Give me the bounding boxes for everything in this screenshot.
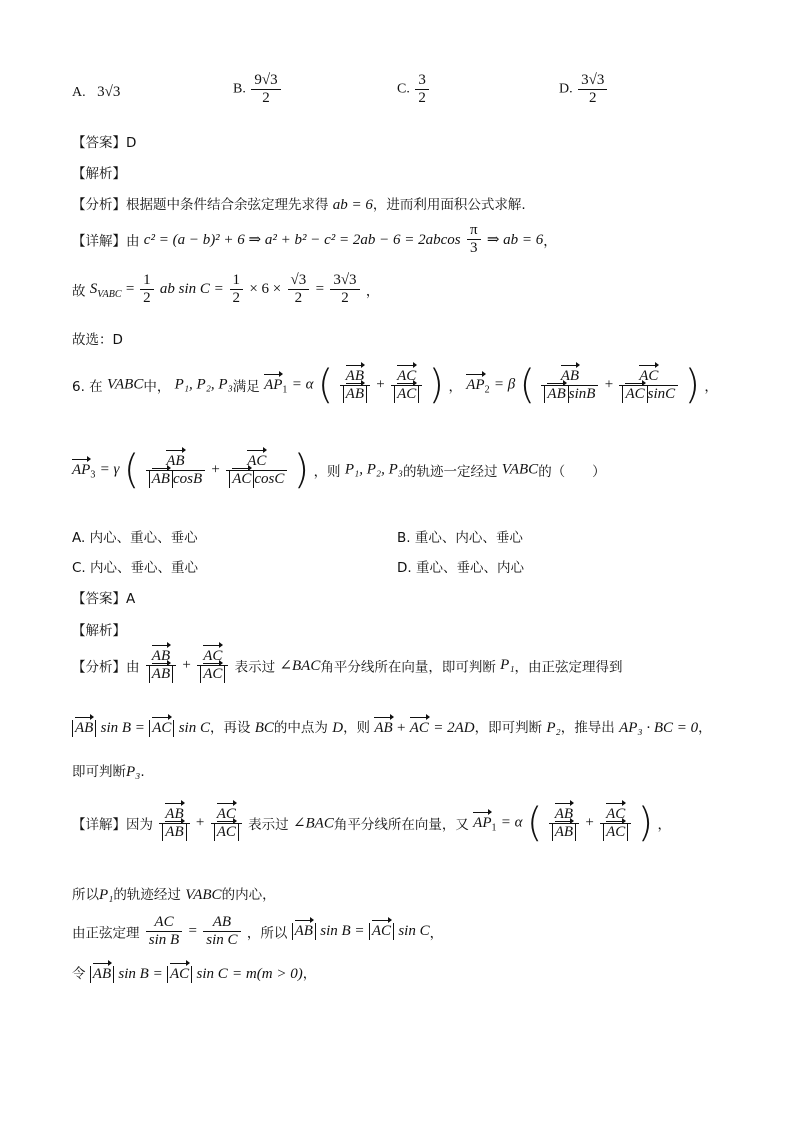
q6-ze: ，则 [313, 464, 341, 480]
q6-you2: ，又 [441, 817, 469, 833]
q6-sinc: sinC [647, 385, 676, 402]
q5-jiexi: 【解析】 [72, 166, 126, 182]
q6-ling-ac: AC [170, 966, 190, 982]
q6-triangle: VABC [106, 376, 144, 393]
q6-bc: BC [254, 720, 274, 736]
q6-alpha: = α [291, 376, 314, 393]
q6-l2-sinc: sin C [178, 720, 210, 736]
q6-tuidao: ，推导出 [560, 720, 615, 736]
q6-fenxi-line1 [72, 648, 623, 683]
q6-suoyi2: ，所以 [246, 925, 288, 942]
q5-xiangjie-pi-frac [467, 222, 481, 257]
q6-neixin: 的内心， [221, 887, 276, 903]
q6-ac-cosc [226, 453, 287, 488]
q6-ac-abs-1: AC [397, 385, 417, 402]
q6-ab-abs-2: AB [547, 385, 566, 402]
q6-option-b: B. 重心、内心、垂心 [397, 530, 523, 546]
q6-ab-vec-3: AB [166, 452, 185, 469]
q5-option-b [233, 72, 283, 107]
q6-ling-line [72, 962, 316, 983]
q6-l2-ab: AB [75, 720, 94, 736]
q5-option-d [559, 72, 609, 107]
q6-p123-2: P₁, P₂, P₃ [344, 461, 403, 478]
q6-xj-ac-abs: AC [216, 823, 236, 840]
q6-xj-plus: + [195, 814, 205, 831]
q5-fenxi-math: ab = 6 [332, 197, 373, 213]
q6-xj-ac-unit-2 [600, 806, 631, 841]
q6-zhongdian: 的中点为 [273, 720, 328, 736]
q5-xiangjie [72, 222, 557, 257]
q6-ac-abs-3: AC [232, 470, 252, 487]
q5-xiangjie-pi: π [467, 222, 481, 240]
q5-gu: 故 [72, 283, 86, 300]
q6-zaishe: ，再设 [209, 720, 251, 736]
q6-ab-abs-3: AB [151, 470, 170, 487]
q5-fenxi-text1: 根据题中条件结合余弦定理先求得 [126, 197, 329, 213]
q6-beta: = β [493, 376, 516, 393]
q5-final-frac [330, 272, 359, 307]
q5-option-d-den: 2 [588, 90, 597, 106]
q6-ab-vec-2: AB [560, 367, 580, 384]
q6-guiji: 的轨迹一定经过 [403, 464, 498, 480]
q6-ac-vec-3: AC [247, 452, 267, 469]
q5-sqrt3-frac [288, 272, 310, 307]
q5-eq1: = [125, 281, 139, 297]
q5-option-a-label: A. [72, 85, 86, 100]
q6-xj-ab: AB [165, 805, 184, 822]
q6-zx-comma: ， [429, 925, 444, 942]
q6-ling-ab: AB [92, 966, 112, 982]
q6-zx-ab: AB [203, 914, 240, 932]
q6-ling-sinb: sin B = [118, 966, 163, 982]
q6-ab-unit-1 [340, 368, 370, 403]
q6-xj-ab-abs: AB [165, 823, 184, 840]
q6-plus-1: + [376, 376, 385, 393]
q6-cosc: cosC [254, 470, 285, 487]
q5-s: S [89, 281, 98, 297]
q6-xj-ab-2: AB [554, 805, 574, 822]
q6-p2: P₂ [546, 720, 561, 736]
q6-jiexi: 【解析】 [72, 623, 126, 639]
q6-fenxi-tag: 【分析】 [72, 659, 126, 676]
q6-zx-sinb-text: sin B = [320, 923, 365, 939]
q5-option-a [72, 84, 120, 101]
q6-ac-vec-1: AC [397, 367, 417, 384]
q6-panduan-p2: ，即可判断 [474, 720, 543, 736]
q6-l2-ac: AC [152, 720, 172, 736]
q6-ac-vec-2: AC [639, 367, 659, 384]
q6-biaoshi: 表示过 [234, 659, 276, 676]
q5-half-den-1: 2 [143, 290, 151, 306]
q5-option-b-label: B. [233, 81, 246, 97]
q6-fenxi-ac-unit [197, 648, 228, 683]
q6-suoyi-p1: P₁ [99, 887, 114, 903]
q5-area: 故 $S_{VABC}$ = $\frac{1}{2}$ ab sin C = $\frac{1}{2}$ × 6 × $\frac{√3}{2}$ = $\frac{3√3}{2}$ ， [72, 272, 380, 306]
q6-xj-ac-unit [211, 806, 242, 841]
q6-zx-sinc-text: sin C [398, 923, 430, 939]
q5-half-num-1: 1 [140, 272, 154, 290]
q6-angle: ∠BAC [279, 658, 321, 674]
q6-ac-sinb-frac [146, 914, 182, 949]
q6-p3: P₃ [126, 764, 141, 780]
q6-zhengxian: ，由正弦定理得到 [514, 659, 623, 676]
q6-ab-abs-1: AB [345, 385, 364, 402]
q5-xiangjie-math2: ⇒ ab = 6 [486, 232, 544, 248]
q6-ab-cosb [146, 453, 206, 488]
q5-sqrt3-den: 2 [294, 290, 303, 306]
q5-option-d-frac [578, 72, 607, 107]
q5-half-frac-2 [230, 272, 244, 307]
q6-xj-ab-unit [159, 806, 189, 841]
q6-fenxi-line3 [72, 760, 145, 781]
q6-zx-ac: AC [146, 914, 182, 932]
q6-xj-ac-abs-2: AC [606, 823, 626, 840]
q5-half-num-2: 1 [230, 272, 244, 290]
q6-ling-comma: ， [302, 966, 317, 982]
q6-end1: ， [698, 720, 712, 736]
q6-plus-2: + [604, 376, 614, 393]
q6-xj-biaoshi: 表示过 [248, 817, 289, 833]
q6-de: 的（ ） [538, 464, 606, 480]
q5-option-b-num: 9√3 [251, 72, 280, 90]
q6-l2-ab-vec: AB [374, 720, 393, 736]
q6-suoyi: 所以 [72, 887, 99, 903]
q6-jike-p3: 即可判断 [72, 764, 126, 780]
q6-ap1: AP [264, 376, 283, 393]
q6-fenxi-line2 [72, 716, 712, 737]
q6-comma-2: ， [704, 379, 718, 395]
q6-ap3: AP [72, 461, 91, 478]
q5-option-c-den: 2 [418, 90, 426, 106]
q6-zx-ac-abs: AC [371, 923, 392, 939]
q5-half-frac-1 [140, 272, 154, 307]
q6-xj-ac: AC [216, 805, 236, 822]
q5-guxuan: 故选：D [72, 332, 123, 348]
q5-final-num: 3√3 [330, 272, 359, 290]
q6-l2-sinb: sin B = [100, 720, 145, 736]
q6-ling: 令 [72, 966, 86, 982]
q6-period: . [140, 764, 145, 780]
q5-xiangjie-pre: 由 [126, 233, 140, 250]
q5-final-den: 2 [341, 290, 349, 306]
q6-xj-angle: ∠BAC [292, 815, 334, 832]
q6-xj-ap1: AP [473, 814, 492, 831]
q6-ac-unit-1 [391, 368, 422, 403]
q6-zx-sinb: sin B [148, 932, 180, 948]
q6-d: D [332, 720, 344, 736]
q6-guiji2: 的轨迹经过 [113, 887, 181, 903]
q6-triangle-2: VABC [501, 461, 539, 478]
q6-answer: 【答案】A [72, 591, 136, 607]
q6-xj-ab-unit-2 [549, 806, 579, 841]
q6-option-d: D. 重心、垂心、内心 [397, 560, 524, 576]
q5-option-a-value: 3√3 [97, 84, 121, 100]
q6-yinwei: 因为 [126, 817, 153, 833]
q6-cosb: cosB [172, 470, 203, 487]
q6-xj-ab-abs-2: AB [554, 823, 574, 840]
q6-zx-sinc: sin C [206, 932, 238, 948]
q5-xiangjie-math1: c² = (a − b)² + 6 ⇒ a² + b² − c² = 2ab − 6 = 2abcos [143, 232, 461, 248]
q6-l2-ac-vec: AC [409, 720, 429, 736]
q6-p1: P₁ [500, 657, 515, 673]
q5-answer: 【答案】D [72, 135, 137, 151]
q6-zx-ab-abs: AB [294, 923, 313, 939]
q5-absinc: ab sin C = [159, 281, 228, 297]
q6-xj-alpha: = α [500, 814, 523, 831]
q6-zhengxian-line: 由正弦定理 $\frac{AC}{\text{sin B}}$ = $\frac{AB}{\text{sin C}}$ ，所以 AB sin B = AC sin C， [72, 914, 444, 948]
q6-ling-m: = m(m > 0) [232, 966, 303, 982]
q5-option-c [397, 72, 431, 107]
q6-option-a: A. 内心、重心、垂心 [72, 530, 198, 546]
q6-suoyi-triangle: VABC [185, 887, 222, 903]
q5-xiangjie-three: 3 [469, 240, 478, 256]
q6-ab-sinc-frac [203, 914, 240, 949]
q6-ac-abs-2: AC [625, 385, 645, 402]
q6-fenxi-ab: AB [151, 648, 171, 664]
q6-jiaopingfen: 角平分线所在向量，即可判断 [320, 659, 496, 676]
q5-fenxi-tag: 【分析】 [72, 197, 126, 213]
q6-ling-sinc: sin C [196, 966, 228, 982]
q6-ac-sinc [619, 368, 678, 403]
q6-ap2: AP [466, 376, 485, 393]
q6-p123: P₁, P₂, P₃ [174, 376, 233, 393]
q6-xj-plus-2: + [585, 814, 594, 831]
q6-plus-3: + [211, 461, 220, 478]
q6-stem-line2: $AP_3 = \gamma$ ( $\frac{AB}{\text{AB cosB}}$ + $\frac{AC}{\text{AC cosC}}$ ) ，则 P₁, P₂, P₃的轨迹一定经过 VABC的（ ） [72, 447, 606, 493]
q6-number: 6. 在 [72, 379, 103, 395]
q5-option-c-num: 3 [415, 72, 429, 90]
q6-l2-plus: + [396, 720, 406, 736]
q6-suoyi-line [72, 883, 276, 904]
q6-comma-1: ， [448, 379, 462, 395]
q6-fenxi-ac: AC [203, 648, 223, 664]
q5-times6: × 6 × [249, 281, 282, 297]
q5-option-b-frac [251, 72, 280, 107]
q5-sqrt3-num: √3 [288, 272, 310, 290]
q6-fenxi-ac-abs: AC [203, 666, 223, 682]
q5-option-d-num: 3√3 [578, 72, 607, 90]
q6-zhong: 中， [143, 379, 171, 395]
q6-ap3bc: AP₃ · BC = 0 [619, 720, 699, 736]
q6-manzu: 满足 [232, 379, 260, 395]
q6-sinb: sinB [568, 385, 596, 402]
q5-s-sub: VABC [97, 289, 122, 301]
q6-ab-sinb [541, 368, 598, 403]
q6-xj-ac-2: AC [606, 805, 626, 822]
q5-option-c-label: C. [397, 81, 410, 97]
q6-ze2: ，则 [343, 720, 371, 736]
q5-half-den-2: 2 [232, 290, 241, 306]
q5-fenxi [72, 193, 526, 214]
q6-xj-comma: ， [657, 817, 671, 833]
q5-option-d-label: D. [559, 81, 573, 97]
q5-xiangjie-tag: 【详解】 [72, 233, 126, 250]
q6-ab-vec-1: AB [345, 367, 364, 384]
q5-fenxi-text2: ，进而利用面积公式求解. [372, 197, 526, 213]
q5-option-b-den: 2 [262, 90, 270, 106]
q5-option-c-frac [415, 72, 429, 107]
q6-stem-line1: 6. 在 VABC中， P₁, P₂, P₃满足 $AP_1 = \alpha$ ( $\frac{AB}{AB}$ + $\frac{AC}{AC}$ ) ， $AP_2 = \beta$ ( $\frac{AB}{\text{AB sinB}}$ + $\frac{AC}{\text{AC sinC}}$ ) ， [72, 362, 718, 408]
q6-xiangjie-line1: 【详解】因为 $\frac{AB}{AB}$ + $\frac{AC}{AC}$ 表示过 ∠BAC角平分线所在向量，又 $AP_1 = \alpha$ ( $\frac{AB}{AB}$ + $\frac{AC}{AC}$ ) ， [72, 800, 671, 846]
q6-xiangjie-tag: 【详解】 [72, 817, 126, 833]
q6-2ad: = 2AD [433, 720, 475, 736]
q6-fenxi-ab-unit [146, 648, 176, 683]
q6-you-zhengxian: 由正弦定理 [72, 925, 140, 942]
q6-fenxi-plus: + [182, 657, 191, 673]
q6-fenxi-ab-abs: AB [151, 666, 171, 682]
q5-gu-end: ， [365, 283, 380, 300]
q6-option-c: C. 内心、垂心、重心 [72, 560, 199, 576]
q6-gamma: = γ [99, 461, 120, 478]
q6-you: 由 [126, 659, 140, 676]
q5-xiangjie-end: ， [543, 233, 557, 250]
